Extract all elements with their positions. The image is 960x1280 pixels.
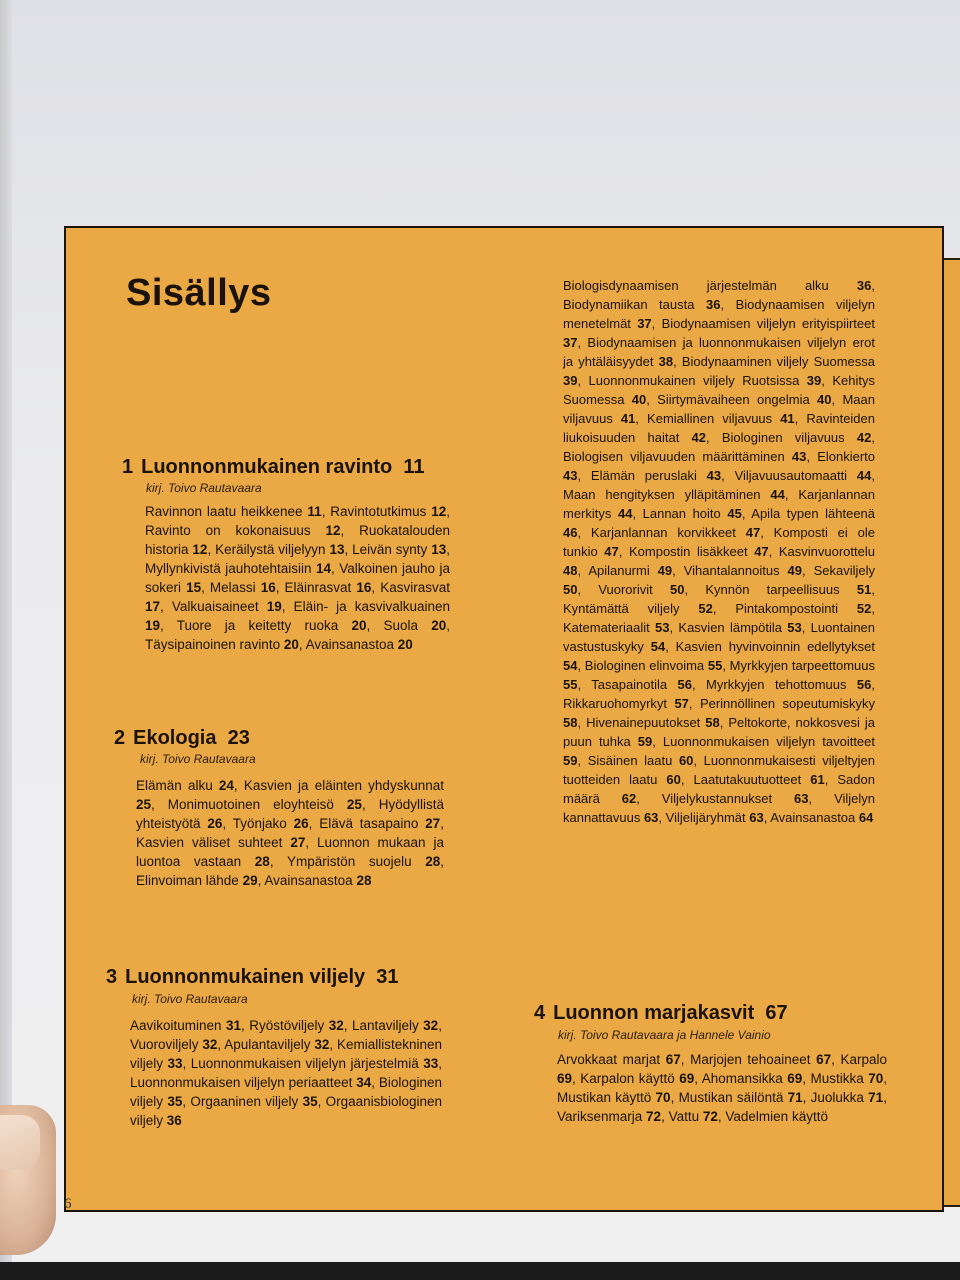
toc-entry-page: 28 xyxy=(356,873,372,888)
toc-entry-page: 70 xyxy=(868,1071,884,1086)
toc-entry-page: 72 xyxy=(646,1109,662,1124)
toc-entry-page: 56 xyxy=(856,677,872,692)
toc-entry: Kasvinvuorottelu 48 xyxy=(563,544,875,578)
toc-entry-page: 43 xyxy=(791,449,807,464)
toc-entry-page: 69 xyxy=(557,1071,573,1086)
toc-entry-page: 16 xyxy=(356,580,372,595)
toc-entry-page: 37 xyxy=(637,316,652,331)
toc-entry: Hyödyllistä yhteistyötä 26 xyxy=(136,797,444,831)
section-1-author: kirj. Toivo Rautavaara xyxy=(146,481,262,495)
toc-entry-page: 26 xyxy=(293,816,309,831)
toc-entry-page: 37 xyxy=(563,335,578,350)
toc-entry: Tasapainotila 56 xyxy=(591,677,693,692)
toc-entry-page: 54 xyxy=(650,639,666,654)
toc-entry-page: 49 xyxy=(787,563,803,578)
toc-entry-page: 28 xyxy=(425,854,441,869)
toc-entry: Maan viljavuus 41 xyxy=(563,392,875,426)
section-2-heading xyxy=(114,727,250,750)
toc-entry: Sadon määrä 62 xyxy=(563,772,875,806)
toc-entry: Ravinto on kokonaisuus 12 xyxy=(145,523,341,538)
toc-entry-page: 56 xyxy=(677,677,693,692)
toc-entry-page: 33 xyxy=(167,1056,183,1071)
toc-entry: Valkoinen jauho ja sokeri 15 xyxy=(145,561,450,595)
toc-entry: Mustikan käyttö 70 xyxy=(557,1090,671,1105)
toc-entry-page: 40 xyxy=(817,392,832,407)
toc-entry-page: 47 xyxy=(745,525,761,540)
toc-entry: Biologinen viljavuus 42 xyxy=(721,430,872,445)
toc-entry: Kemiallistekninen viljely 33 xyxy=(130,1037,442,1071)
toc-entry: Viljelyn kannattavuus 63 xyxy=(563,791,876,825)
toc-entry-page: 53 xyxy=(787,620,802,635)
toc-entry: Apila typen lähteenä 46 xyxy=(563,506,876,540)
toc-entry: Vattu 72 xyxy=(668,1109,718,1124)
toc-entry: Luonnon mukaan ja luontoa vastaan 28 xyxy=(136,835,444,869)
toc-entry-page: 25 xyxy=(346,797,362,812)
toc-entry: Luontainen vastustuskyky 54 xyxy=(563,620,876,654)
toc-entry: Ruokatalouden historia 12 xyxy=(145,523,450,557)
thumb-nail xyxy=(0,1115,40,1170)
toc-entry: Myrkkyjen tehottomuus 56 xyxy=(706,677,872,692)
bottom-shadow xyxy=(0,1262,960,1280)
toc-entry: Komposti ei ole tunkio 47 xyxy=(563,525,875,559)
toc-entry-page: 57 xyxy=(674,696,689,711)
toc-entry-page: 55 xyxy=(563,677,578,692)
toc-entry: Viljavuusautomaatti 44 xyxy=(734,468,872,483)
toc-entry: Orgaaninen viljely 35 xyxy=(190,1094,318,1109)
toc-entry-page: 41 xyxy=(780,411,795,426)
toc-entry-page: 15 xyxy=(186,580,202,595)
toc-entry: Aavikoituminen 31 xyxy=(130,1018,242,1033)
toc-entry: Ravintotutkimus 12 xyxy=(330,504,447,519)
toc-entry: Melassi 16 xyxy=(209,580,276,595)
toc-entry-page: 46 xyxy=(563,525,578,540)
toc-entry-page: 62 xyxy=(621,791,637,806)
toc-entry: Elävä tasapaino 27 xyxy=(319,816,441,831)
section-4-author: kirj. Toivo Rautavaara ja Hannele Vainio xyxy=(558,1028,771,1042)
toc-entry-page: 40 xyxy=(631,392,647,407)
toc-entry: Luonnonmukaisen viljelyn tavoitteet 59 xyxy=(563,734,875,768)
toc-entry-page: 12 xyxy=(431,504,447,519)
toc-entry: Lantaviljely 32 xyxy=(351,1018,439,1033)
toc-entry: Eläinrasvat 16 xyxy=(284,580,372,595)
toc-entry: Kasvien lämpötila 53 xyxy=(678,620,802,635)
toc-entry: Luonnonmukaisesti viljeltyjen tuotteiden laatu 60 xyxy=(563,753,875,787)
toc-entry: Kasvien väliset suhteet 27 xyxy=(136,835,306,850)
toc-entry: Kehitys Suomessa 40 xyxy=(563,373,875,407)
toc-entry: Luonnonmukaisen viljelyn periaatteet 34 xyxy=(130,1075,372,1090)
toc-entry-page: 32 xyxy=(314,1037,330,1052)
toc-entry-page: 58 xyxy=(705,715,720,730)
section-2-entries: Elämän alku 24, Kasvien ja eläinten yhdyskunnat 25, Monimuotoinen eloyhteisö 25, Hyödyllistä yhteistyötä 26, Työnjako 26, Elävä tasapaino 27, Kasvien väliset suhteet 27, Luonnon mukaan ja luontoa vastaan 28, Ympäristön suojelu 28, Elinvoiman lähde 29, Avainsanastoa 28 xyxy=(136,778,445,888)
toc-entry-page: 44 xyxy=(617,506,633,521)
toc-entry: Arvokkaat marjat 67 xyxy=(557,1052,681,1067)
toc-entry-page: 50 xyxy=(563,582,578,597)
toc-entry-page: 63 xyxy=(749,810,764,825)
toc-entry: Tuore ja keitetty ruoka 20 xyxy=(176,618,367,633)
toc-entry-page: 49 xyxy=(657,563,673,578)
toc-entry-page: 44 xyxy=(856,468,872,483)
toc-entry-page: 25 xyxy=(136,797,152,812)
toc-entry-page: 12 xyxy=(192,542,208,557)
toc-entry-page: 52 xyxy=(698,601,713,616)
section-3-number: 3 xyxy=(106,966,118,988)
toc-entry: Biodynaamisen viljelyn erityispiirteet 37 xyxy=(563,316,875,350)
toc-entry: Elinvoiman lähde 29 xyxy=(136,873,258,888)
toc-entry-page: 20 xyxy=(397,637,413,652)
toc-entry: Kasvien ja eläinten yhdyskunnat 25 xyxy=(136,778,444,812)
toc-entry-page: 38 xyxy=(658,354,674,369)
toc-entry-page: 32 xyxy=(328,1018,344,1033)
toc-entry: Myrkkyjen tarpeettomuus 55 xyxy=(563,658,875,692)
toc-entry: Biologisen viljavuuden määrittäminen 43 xyxy=(563,449,807,464)
toc-entry-page: 60 xyxy=(678,753,694,768)
toc-entry: Suola 20 xyxy=(383,618,447,633)
toc-entry-page: 69 xyxy=(679,1071,695,1086)
toc-entry: Apilanurmi 49 xyxy=(588,563,673,578)
toc-entry: Biodynaaminen viljely Suomessa 39 xyxy=(563,354,875,388)
toc-entry: Viljelijäryhmät 63 xyxy=(665,810,764,825)
toc-entry: Täysipainoinen ravinto 20 xyxy=(145,637,299,652)
toc-entry: Keräilystä viljelyyn 13 xyxy=(215,542,345,557)
toc-entry-page: 11 xyxy=(307,504,322,519)
toc-entry: Lannan hoito 45 xyxy=(642,506,742,521)
toc-entry-page: 34 xyxy=(356,1075,372,1090)
toc-entry-page: 71 xyxy=(787,1090,803,1105)
toc-entry-page: 20 xyxy=(283,637,299,652)
toc-entry-page: 52 xyxy=(856,601,872,616)
toc-entry-page: 58 xyxy=(563,715,578,730)
toc-entry-page: 26 xyxy=(207,816,223,831)
section-3-heading xyxy=(106,966,399,989)
toc-entry-page: 59 xyxy=(563,753,578,768)
toc-entry: Sekaviljely 50 xyxy=(563,563,875,597)
page-number: 6 xyxy=(64,1196,72,1212)
toc-entry-page: 63 xyxy=(643,810,659,825)
toc-entry: Elämän peruslaki 43 xyxy=(590,468,722,483)
toc-entry-page: 45 xyxy=(727,506,742,521)
toc-entry: Biologinen viljely 35 xyxy=(130,1075,442,1109)
toc-entry-page: 36 xyxy=(705,297,721,312)
toc-entry-page: 33 xyxy=(423,1056,439,1071)
toc-entry: Kasvirasvat 17 xyxy=(145,580,450,614)
toc-entry: Mustikka 70 xyxy=(810,1071,884,1086)
toc-entry: Viljelykustannukset 63 xyxy=(661,791,809,806)
toc-entry-page: 42 xyxy=(856,430,872,445)
section-2-number: 2 xyxy=(114,727,126,749)
toc-entry: Työnjako 26 xyxy=(232,816,309,831)
section-4-number: 4 xyxy=(534,1002,546,1024)
toc-entry: Avainsanastoa 28 xyxy=(264,873,372,888)
toc-entry-page: 36 xyxy=(166,1113,182,1128)
toc-entry: Biologinen elinvoima 55 xyxy=(584,658,723,673)
toc-entry-page: 27 xyxy=(290,835,306,850)
toc-entry-page: 29 xyxy=(242,873,258,888)
toc-entry: Karpalon käyttö 69 xyxy=(580,1071,695,1086)
toc-entry-page: 55 xyxy=(707,658,723,673)
page-title: Sisällys xyxy=(126,272,272,314)
section-1-number: 1 xyxy=(122,456,134,478)
toc-entry: Siirtymävaiheen ongelmia 40 xyxy=(657,392,832,407)
toc-entry-page: 27 xyxy=(425,816,441,831)
toc-entry-page: 35 xyxy=(302,1094,318,1109)
toc-entry: Marjojen tehoaineet 67 xyxy=(690,1052,832,1067)
toc-entry: Karpalo 69 xyxy=(557,1052,887,1086)
toc-entry-page: 12 xyxy=(325,523,341,538)
section-4-page: 67 xyxy=(765,1002,788,1024)
toc-entry-page: 39 xyxy=(563,373,578,388)
toc-entry: Kemiallinen viljavuus 41 xyxy=(647,411,795,426)
toc-entry: Myllynkivistä jauhotehtaisiin 14 xyxy=(145,561,332,576)
toc-entry-page: 67 xyxy=(665,1052,681,1067)
section-3-title: Luonnonmukainen viljely xyxy=(125,966,366,988)
toc-entry: Mustikan säilöntä 71 xyxy=(678,1090,803,1105)
section-3-page: 31 xyxy=(376,966,399,988)
left-page-edge xyxy=(0,0,12,1280)
toc-entry: Orgaanisbiologinen viljely 36 xyxy=(130,1094,442,1128)
toc-entry: Ryöstöviljely 32 xyxy=(249,1018,344,1033)
toc-entry-page: 69 xyxy=(787,1071,803,1086)
section-1-entries: Ravinnon laatu heikkenee 11, Ravintotutkimus 12, Ravinto on kokonaisuus 12, Ruokatalouden historia 12, Keräilystä viljelyyn 13, Leivän synty 13, Myllynkivistä jauhotehtaisiin 14, Valkoinen jauho ja sokeri 15, Melassi 16, Eläinrasvat 16, Kasvirasvat 17, Valkuaisaineet 19, Eläin- ja kasvivalkuainen 19, Tuore ja keitetty ruoka 20, Suola 20, Täysipainoinen ravinto 20, Avainsanastoa 20 xyxy=(145,504,450,652)
toc-entry-page: 53 xyxy=(655,620,670,635)
toc-entry: Variksenmarja 72 xyxy=(557,1109,662,1124)
section-4-entries: Arvokkaat marjat 67, Marjojen tehoaineet 67, Karpalo 69, Karpalon käyttö 69, Ahomansikka 69, Mustikka 70, Mustikan käyttö 70, Mustikan säilöntä 71, Juolukka 71, Variksenmarja 72, Vattu 72, Vadelmien käyttö xyxy=(557,1052,887,1124)
toc-entry: Biologisdynaamisen järjestelmän alku 36 xyxy=(563,278,872,293)
section-2-title: Ekologia xyxy=(133,727,217,749)
toc-entry-page: 35 xyxy=(167,1094,183,1109)
toc-entry: Elämän alku 24 xyxy=(136,778,234,793)
toc-entry-page: 72 xyxy=(702,1109,718,1124)
toc-entry: Juolukka 71 xyxy=(810,1090,884,1105)
toc-entry: Vadelmien käyttö xyxy=(725,1109,828,1124)
toc-entry: Kasvien hyvinvoinnin edellytykset 54 xyxy=(563,639,875,673)
toc-entry-page: 59 xyxy=(637,734,653,749)
toc-entry-page: 71 xyxy=(868,1090,884,1105)
toc-entry: Vuoroviljely 32 xyxy=(130,1037,218,1052)
toc-entry-page: 20 xyxy=(431,618,447,633)
toc-entry-page: 54 xyxy=(563,658,578,673)
toc-entry: Leivän synty 13 xyxy=(352,542,447,557)
toc-entry-page: 28 xyxy=(254,854,270,869)
toc-entry: Vihantalannoitus 49 xyxy=(683,563,803,578)
toc-entry: Karjanlannan korvikkeet 47 xyxy=(590,525,761,540)
toc-entry-page: 51 xyxy=(856,582,872,597)
toc-entry: Ravinteiden liukoisuuden haitat 42 xyxy=(563,411,875,445)
toc-entry-page: 16 xyxy=(260,580,276,595)
toc-entry-page: 63 xyxy=(794,791,809,806)
toc-entry: Kompostin lisäkkeet 47 xyxy=(628,544,769,559)
toc-entry: Perinnöllinen sopeutumiskyky 58 xyxy=(563,696,875,730)
section-1-heading xyxy=(122,456,425,479)
toc-entry-page: 41 xyxy=(620,411,636,426)
toc-entry-page: 19 xyxy=(266,599,282,614)
toc-entry-page: 48 xyxy=(563,563,578,578)
toc-entry-page: 43 xyxy=(563,468,578,483)
toc-entry-page: 42 xyxy=(691,430,707,445)
toc-entry-page: 17 xyxy=(145,599,161,614)
toc-entry: Kyntämättä viljely 52 xyxy=(563,601,713,616)
toc-entry-page: 20 xyxy=(351,618,367,633)
toc-entry-page: 36 xyxy=(856,278,872,293)
section-4-title: Luonnon marjakasvit xyxy=(553,1002,755,1024)
toc-entry: Avainsanastoa 64 xyxy=(770,810,874,825)
toc-entry-page: 70 xyxy=(655,1090,671,1105)
section-2-author: kirj. Toivo Rautavaara xyxy=(140,752,256,766)
toc-entry: Vuororivit 50 xyxy=(598,582,685,597)
section-3-entries-col2: Biologisdynaamisen järjestelmän alku 36, Biodynamiikan tausta 36, Biodynaamisen viljelyn menetelmät 37, Biodynaamisen viljelyn erityispiirteet 37, Biodynaamisen ja luonnonmukaisen viljelyn erot ja yhtäläisyydet 38, Biodynaaminen viljely Suomessa 39, Luonnonmukainen viljely Ruotsissa 39, Kehitys Suomessa 40, Siirtymävaiheen ongelmia 40, Maan viljavuus 41, Kemiallinen viljavuus 41, Ravinteiden liukoisuuden haitat 42, Biologinen viljavuus 42, Biologisen viljavuuden määrittäminen 43, Elonkierto 43, Elämän peruslaki 43, Viljavuusautomaatti 44, Maan hengityksen ylläpitäminen 44, Karjanlannan merkitys 44, Lannan hoito 45, Apila typen lähteenä 46, Karjanlannan korvikkeet 47, Komposti ei ole tunkio 47, Kompostin lisäkkeet 47, Kasvinvuorottelu 48, Apilanurmi 49, Vihantalannoitus 49, Sekaviljely 50, Vuororivit 50, Kynnön tarpeellisuus 51, Kyntämättä viljely 52, Pintakompostointi 52, Katemateriaalit 53, Kasvien lämpötila 53, Luontainen vastustuskyky 54, Kasvien hyvinvoinnin edellytykset 54, Biologinen elinvoima 55, Myrkkyjen tarpeettomuus 55, Tasapainotila 56, Myrkkyjen tehottomuus 56, Rikkaruohomyrkyt 57, Perinnöllinen sopeutumiskyky 58, Hivenainepuutokset 58, Peltokorte, nokkosvesi ja puun tuhka 59, Luonnonmukaisen viljelyn tavoitteet 59, Sisäinen laatu 60, Luonnonmukaisesti viljeltyjen tuotteiden laatu 60, Laatutakuutuotteet 61, Sadon määrä 62, Viljelykustannukset 63, Viljelyn kannattavuus 63, Viljelijäryhmät 63, Avainsanastoa 64 xyxy=(563,278,876,825)
section-1-title: Luonnonmukainen ravinto xyxy=(141,456,393,478)
toc-entry: Apulantaviljely 32 xyxy=(224,1037,330,1052)
toc-entry-page: 19 xyxy=(145,618,161,633)
toc-entry: Ympäristön suojelu 28 xyxy=(286,854,441,869)
toc-entry: Ravinnon laatu heikkenee 11 xyxy=(145,504,322,519)
toc-entry-page: 67 xyxy=(816,1052,832,1067)
toc-entry-page: 50 xyxy=(670,582,685,597)
toc-entry: Pintakompostointi 52 xyxy=(735,601,872,616)
section-3-author: kirj. Toivo Rautavaara xyxy=(132,992,248,1006)
toc-entry: Peltokorte, nokkosvesi ja puun tuhka 59 xyxy=(563,715,875,749)
toc-entry-page: 13 xyxy=(329,542,345,557)
toc-entry: Hivenainepuutokset 58 xyxy=(586,715,720,730)
toc-entry: Maan hengityksen ylläpitäminen 44 xyxy=(563,487,785,502)
toc-entry: Monimuotoinen eloyhteisö 25 xyxy=(167,797,362,812)
toc-entry-page: 32 xyxy=(202,1037,218,1052)
toc-entry: Elonkierto 43 xyxy=(563,449,875,483)
toc-entry-page: 61 xyxy=(810,772,825,787)
toc-entry: Biodynaamisen viljelyn menetelmät 37 xyxy=(563,297,875,331)
toc-entry: Luonnonmukainen viljely Ruotsissa 39 xyxy=(588,373,822,388)
toc-entry: Biodynaamisen ja luonnonmukaisen viljelyn erot ja yhtäläisyydet 38 xyxy=(563,335,875,369)
toc-entry: Valkuaisaineet 19 xyxy=(171,599,282,614)
toc-entry-page: 47 xyxy=(754,544,769,559)
toc-entry: Luonnonmukaisen viljelyn järjestelmiä 33 xyxy=(190,1056,439,1071)
toc-entry: Kynnön tarpeellisuus 51 xyxy=(705,582,872,597)
toc-entry: Ahomansikka 69 xyxy=(701,1071,803,1086)
toc-entry: Katemateriaalit 53 xyxy=(563,620,670,635)
toc-entry-page: 44 xyxy=(770,487,785,502)
toc-entry: Avainsanastoa 20 xyxy=(305,637,413,652)
toc-entry: Rikkaruohomyrkyt 57 xyxy=(563,696,689,711)
toc-entry: Eläin- ja kasvivalkuainen 19 xyxy=(145,599,450,633)
toc-entry-page: 31 xyxy=(226,1018,242,1033)
toc-entry-page: 64 xyxy=(858,810,874,825)
section-2-page: 23 xyxy=(227,727,250,749)
section-1-page: 11 xyxy=(403,456,425,478)
toc-entry: Sisäinen laatu 60 xyxy=(587,753,694,768)
toc-entry-page: 13 xyxy=(431,542,447,557)
toc-entry-page: 43 xyxy=(706,468,722,483)
toc-entry-page: 39 xyxy=(806,373,822,388)
toc-entry-page: 32 xyxy=(423,1018,439,1033)
section-3-entries-col1: Aavikoituminen 31, Ryöstöviljely 32, Lantaviljely 32, Vuoroviljely 32, Apulantaviljely 32, Kemiallistekninen viljely 33, Luonnonmukaisen viljelyn järjestelmiä 33, Luonnonmukaisen viljelyn periaatteet 34, Biologinen viljely 35, Orgaaninen viljely 35, Orgaanisbiologinen viljely 36 xyxy=(130,1018,442,1128)
section-4-heading xyxy=(534,1002,788,1025)
toc-entry: Laatutakuutuotteet 61 xyxy=(693,772,825,787)
toc-entry-page: 24 xyxy=(218,778,234,793)
toc-entry: Karjanlannan merkitys 44 xyxy=(563,487,875,521)
toc-entry: Biodynamiikan tausta 36 xyxy=(563,297,721,312)
toc-entry-page: 47 xyxy=(604,544,619,559)
toc-entry-page: 60 xyxy=(666,772,681,787)
toc-entry-page: 14 xyxy=(316,561,332,576)
